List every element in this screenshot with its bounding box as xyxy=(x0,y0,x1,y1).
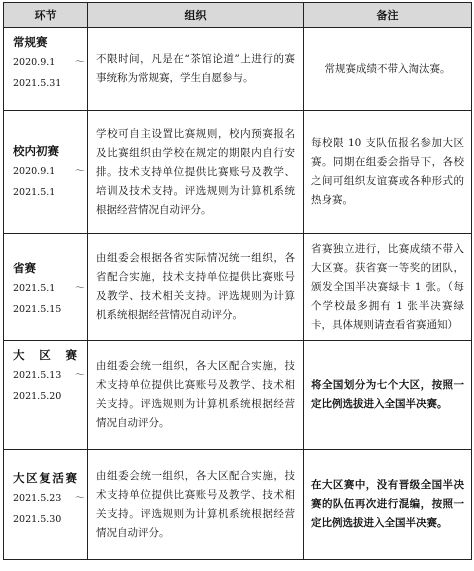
table-row xyxy=(4,111,472,234)
stage-date-start: 2021.5.23 ～ xyxy=(13,493,85,504)
table-row xyxy=(4,234,472,341)
stage-name: 大区复活赛 xyxy=(13,471,77,485)
stage-name: 大区赛 xyxy=(13,348,77,362)
note-cell: 常规赛成绩不带入淘汰赛。 xyxy=(304,28,472,111)
organization-cell: 不限时间，凡是在“茶馆论道”上进行的赛事统称为常规赛，学生自愿参与。 xyxy=(88,28,304,111)
stage-date-start: 2020.9.1 ～ xyxy=(13,57,85,68)
organization-cell: 由组委会统一组织，各大区配合实施，技术支持单位提供比赛账号及教学、技术相关支持。评选规则为计算机系统根据经营情况自动评分。 xyxy=(88,341,304,450)
table-row xyxy=(4,341,472,450)
table-row xyxy=(4,28,472,111)
stage-name: 校内初赛 xyxy=(13,144,59,158)
table-row xyxy=(4,450,472,560)
organization-cell: 由组委会根据各省实际情况统一组织，各省配合实施，技术支持单位提供比赛账号及教学、技术相关支持。评选规则为计算机系统根据经营情况自动评分。 xyxy=(88,234,304,341)
header-notes: 备注 xyxy=(304,3,472,28)
note-cell: 将全国划分为七个大区，按照一定比例选拔进入全国半决赛。 xyxy=(304,341,472,450)
note-cell: 省赛独立进行，比赛成绩不带入大区赛。获省赛一等奖的团队，颁发全国半决赛绿卡 1 张。（每个学校最多拥有 1 张半决赛绿卡，具体规则请查看省赛通知） xyxy=(304,234,472,341)
header-stage: 环节 xyxy=(4,3,88,28)
table-header-row xyxy=(4,3,472,28)
stage-date-end: 2021.5.15 xyxy=(13,304,62,315)
stage-date-end: 2021.5.31 xyxy=(13,78,62,89)
stage-date-end: 2021.5.20 xyxy=(13,391,62,402)
stage-date-start: 2021.5.13 ～ xyxy=(13,370,85,381)
header-organization: 组织 xyxy=(88,3,304,28)
note-cell: 在大区赛中，没有晋级全国半决赛的队伍再次进行混编，按照一定比例选拔进入全国半决赛。 xyxy=(304,450,472,560)
organization-cell: 学校可自主设置比赛规则，校内预赛报名及比赛组织由学校在规定的期限内自行安排。技术支持单位提供比赛账号及教学、培训及技术支持。评选规则为计算机系统根据经营情况自动评分。 xyxy=(88,111,304,234)
stage-cell xyxy=(4,111,88,234)
stage-cell xyxy=(4,28,88,111)
stage-cell xyxy=(4,450,88,560)
stage-name: 省赛 xyxy=(13,261,36,275)
stage-cell xyxy=(4,341,88,450)
stage-date-end: 2021.5.30 xyxy=(13,514,62,525)
competition-schedule-table xyxy=(3,2,472,560)
stage-name: 常规赛 xyxy=(13,35,48,49)
note-cell: 每校限 10 支队伍报名参加大区赛。同期在组委会指导下，各校之间可组织友谊赛或各种形式的热身赛。 xyxy=(304,111,472,234)
stage-date-end: 2021.5.1 xyxy=(13,187,56,198)
stage-date-start: 2020.9.1 ～ xyxy=(13,166,85,177)
stage-cell xyxy=(4,234,88,341)
organization-cell: 由组委会统一组织，各大区配合实施，技术支持单位提供比赛账号及教学、技术相关支持。评选规则为计算机系统根据经营情况自动评分。 xyxy=(88,450,304,560)
stage-date-start: 2021.5.1 ～ xyxy=(13,283,85,294)
